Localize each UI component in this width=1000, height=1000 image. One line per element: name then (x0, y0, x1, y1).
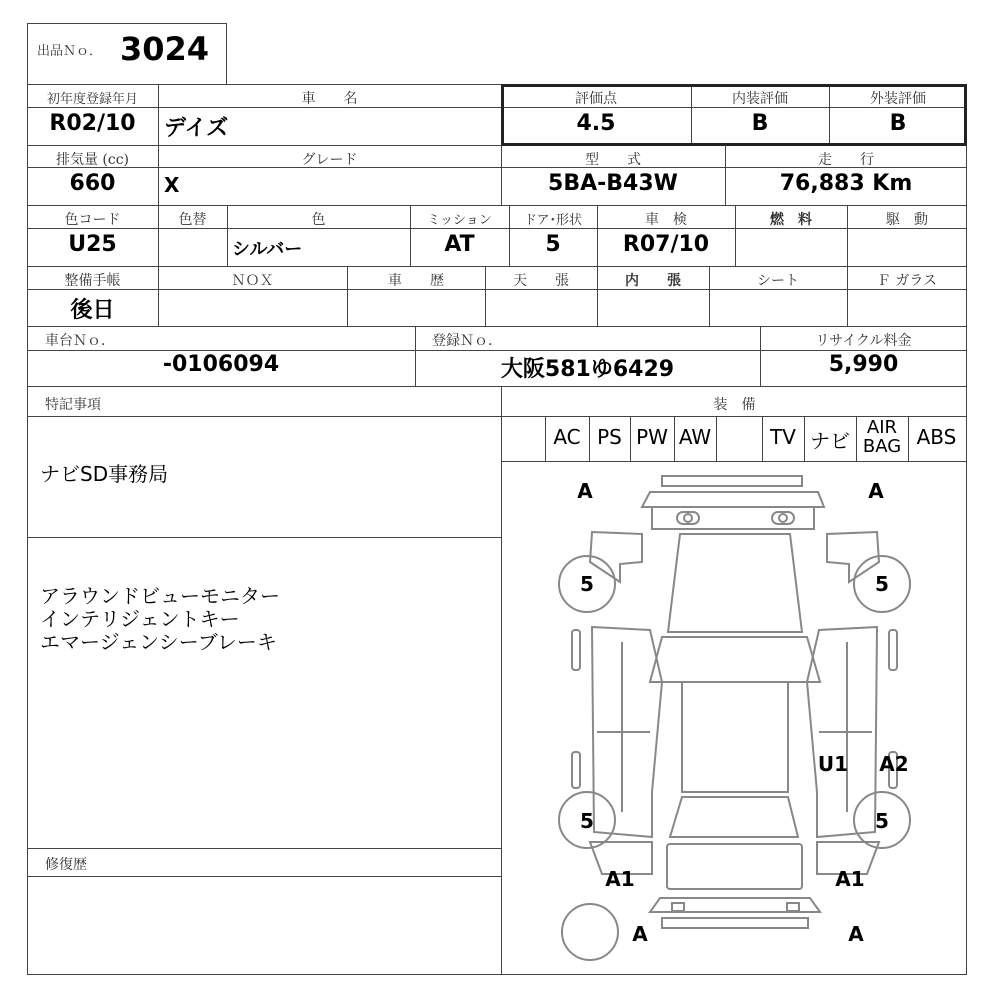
first-reg-label: 初年度登録年月 (46, 92, 138, 107)
chassis-label: 車台Ｎｏ． (45, 333, 115, 349)
door-value: 5 (545, 232, 561, 257)
mark-front-left: A (577, 479, 593, 503)
inspection-value: R07/10 (622, 232, 710, 257)
equip-aw: AW (678, 425, 712, 449)
mark-rear-right-a1: A1 (835, 867, 865, 891)
equip-ac: AC (553, 425, 581, 449)
seat-label: シート (757, 273, 799, 289)
notes-line-3: エマージェンシーブレーキ (40, 630, 277, 654)
mission-label: ミッション (427, 213, 492, 228)
car-diagram (502, 462, 967, 975)
mileage-value: 76,883 Km (779, 171, 913, 196)
exterior-label: 外装評価 (870, 91, 926, 107)
first-reg-value: R02/10 (49, 111, 136, 136)
notes-label: 特記事項 (45, 397, 101, 413)
history-label: 車 歴 (388, 273, 444, 289)
score-value: 4.5 (576, 111, 616, 136)
notes-line-2: インテリジェントキー (40, 607, 240, 631)
interior-label: 内装評価 (732, 91, 788, 107)
mark-tire-rr: 5 (875, 809, 889, 833)
exterior-value: B (889, 111, 907, 136)
color-label: 色 (311, 212, 326, 228)
score-label: 評価点 (575, 91, 617, 107)
reg-no-value: 大阪581ゆ6429 (500, 357, 675, 382)
displacement-label: 排気量 (cc) (55, 152, 130, 168)
mark-front-right: A (868, 479, 884, 503)
mark-rear-right: A (848, 922, 864, 946)
equipment-label: 装 備 (713, 397, 756, 413)
displacement-value: 660 (69, 171, 116, 196)
color-code-value: U25 (68, 232, 117, 257)
mark-a2: A2 (879, 752, 909, 776)
color-code-label: 色コード (64, 212, 121, 228)
inner-label: 内 張 (625, 273, 681, 289)
nox-label: ＮＯＸ (231, 273, 274, 289)
fglass-label: Ｆ ガラス (876, 273, 938, 289)
mark-rear-left: A (632, 922, 648, 946)
lot-label: 出品Ｎｏ． (37, 44, 103, 59)
recycle-label: リサイクル料金 (815, 333, 912, 349)
mileage-label: 走 行 (818, 152, 874, 168)
mark-rear-left-a1: A1 (605, 867, 635, 891)
mark-tire-fr: 5 (875, 572, 889, 596)
model-value: 5BA-B43W (548, 171, 678, 196)
roof-label: 天 張 (513, 273, 569, 289)
notes-upper: ナビSD事務局 (40, 462, 169, 486)
grade-value: X (164, 173, 180, 197)
mark-tire-fl: 5 (580, 572, 594, 596)
drive-label: 駆 動 (886, 212, 928, 228)
equip-pw: PW (636, 425, 668, 449)
model-label: 型 式 (585, 152, 641, 168)
repaint-label: 色替 (178, 212, 207, 228)
service-book-label: 整備手帳 (64, 273, 121, 289)
grade-label: グレード (301, 152, 358, 168)
fuel-label: 燃 料 (770, 212, 812, 228)
equip-navi: ナビ (810, 429, 850, 453)
notes-line-1: アラウンドビューモニター (40, 584, 280, 608)
equip-ps: PS (597, 425, 622, 449)
interior-value: B (751, 111, 769, 136)
equip-tv: TV (770, 425, 796, 449)
reg-no-label: 登録Ｎｏ． (432, 333, 502, 349)
car-name-value: デイズ (164, 116, 229, 141)
car-name-label: 車 名 (301, 91, 358, 107)
inspection-label: 車 検 (645, 212, 687, 228)
mark-u1: U1 (817, 752, 849, 776)
equip-airbag: AIR BAG (862, 417, 902, 457)
repair-label: 修復歴 (45, 857, 87, 873)
color-value: シルバー (232, 239, 303, 260)
mark-tire-rl: 5 (580, 809, 594, 833)
recycle-value: 5,990 (828, 352, 899, 377)
service-book-value: 後日 (70, 298, 115, 323)
lot-number: 3024 (120, 30, 210, 68)
equip-abs: ABS (916, 425, 957, 449)
door-label: ドア･形状 (523, 213, 583, 228)
mission-value: AT (444, 232, 475, 257)
chassis-value: -0106094 (162, 352, 280, 377)
